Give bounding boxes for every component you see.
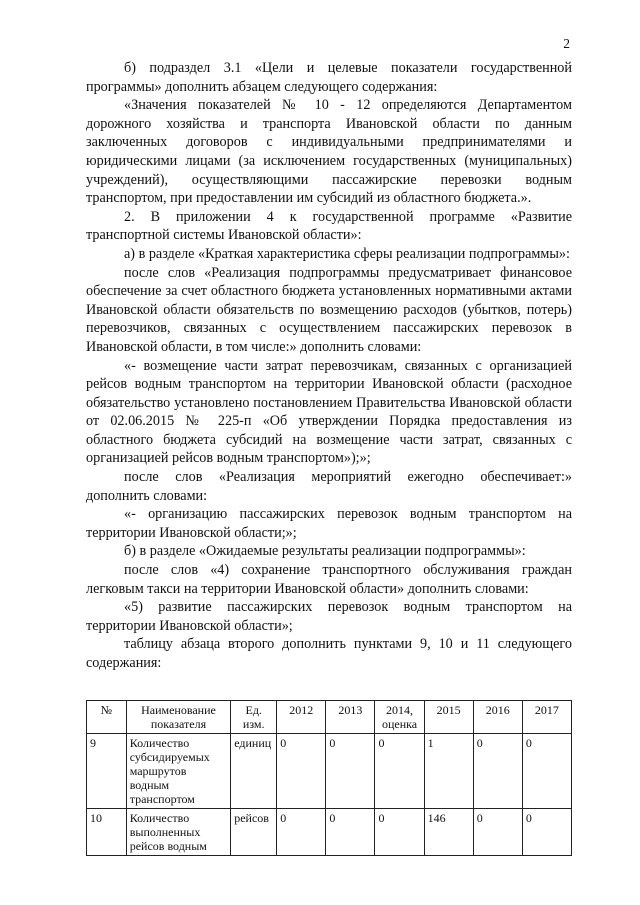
header-cell: 2016 [473,701,522,734]
table-cell: 0 [375,809,424,856]
paragraph: б) в разделе «Ожидаемые результаты реализации подпрограммы»: [124,543,526,560]
table-row [87,809,572,856]
header-cell: 2017 [522,701,571,734]
paragraph: таблицу абзаца второго дополнить пунктами 9, 10 и 11 следующего содержания: [86,636,572,671]
table-cell: 0 [277,809,326,856]
header-cell: № [87,701,127,734]
header-cell: 2015 [424,701,473,734]
paragraph: «- организацию пассажирских перевозок водным транспортом на территории Ивановской области;»; [86,506,572,541]
paragraph: после слов «Реализация подпрограммы предусматривает финансовое обеспечение за счет областного бюджета установленных нормативными актами Ивановской области обязательств по возмещению расходов (убытков, потерь) перевозчиков, связанных с осуществлением пассажирских перевозок в Ивановской области, в том числе:» дополнить словами: [86,264,572,355]
header-cell: 2012 [277,701,326,734]
table-cell: единиц [231,734,277,809]
table-cell: 0 [375,734,424,809]
header-cell: 2013 [326,701,375,734]
paragraph: «5) развитие пассажирских перевозок водным транспортом на территории Ивановской области»; [86,599,572,634]
table-cell: 0 [277,734,326,809]
page-number: 2 [563,36,570,51]
table-cell: 0 [326,809,375,856]
paragraph: а) в разделе «Краткая характеристика сферы реализации подпрограммы»: [124,245,570,262]
indicators-table [86,700,572,856]
table-cell: 9 [87,734,127,809]
paragraph: 2. В приложении 4 к государственной программе «Развитие транспортной системы Ивановской области»: [86,208,572,244]
document-body [86,59,572,673]
paragraph: после слов «Реализация мероприятий ежегодно обеспечивает:» дополнить словами: [86,469,572,504]
table-row [87,734,572,809]
paragraph: б) подраздел 3.1 «Цели и целевые показатели государственной программы» дополнить абзацем следующего содержания: [86,60,572,95]
paragraph: после слов «4) сохранение транспортного обслуживания граждан легковым такси на территории Ивановской области» дополнить словами: [86,562,572,597]
header-cell: Наименование показателя [126,701,231,734]
header-cell: 2014, оценка [375,701,424,734]
table-cell: 10 [87,809,127,856]
paragraph: «- возмещение части затрат перевозчикам, связанных с организацией рейсов водным транспортом на территории Ивановской области (расходное обязательство установлено постановлением Правительства Ивановской области от 02.06.2015 № 225-п «Об утверждении Порядка предоставления из областного бюджета субсидий на возмещение части затрат, связанных с организацией рейсов водным транспортом»);»; [86,357,572,467]
table-cell: Количество выполненных рейсов водным [126,809,231,856]
table-header-row [87,701,572,734]
table-cell: 0 [522,734,571,809]
paragraph: «Значения показателей № 10 - 12 определяются Департаментом дорожного хозяйства и транспорта Ивановской области по данным заключенных договоров с индивидуальными предпринимателями и юридическими лицами (за исключением государственных (муниципальных) учреждений), осуществляющими пассажирские перевозки водным транспортом, при предоставлении им субсидий из областного бюджета.». [86,97,572,207]
table-cell: 0 [473,734,522,809]
table-cell: 0 [522,809,571,856]
table-cell: 1 [424,734,473,809]
table-cell: 0 [473,809,522,856]
table-cell: 0 [326,734,375,809]
table-cell: рейсов [231,809,277,856]
header-cell: Ед. изм. [231,701,277,734]
table-cell: Количество субсидируемых маршрутов водным транспортом [126,734,231,809]
table-cell: 146 [424,809,473,856]
